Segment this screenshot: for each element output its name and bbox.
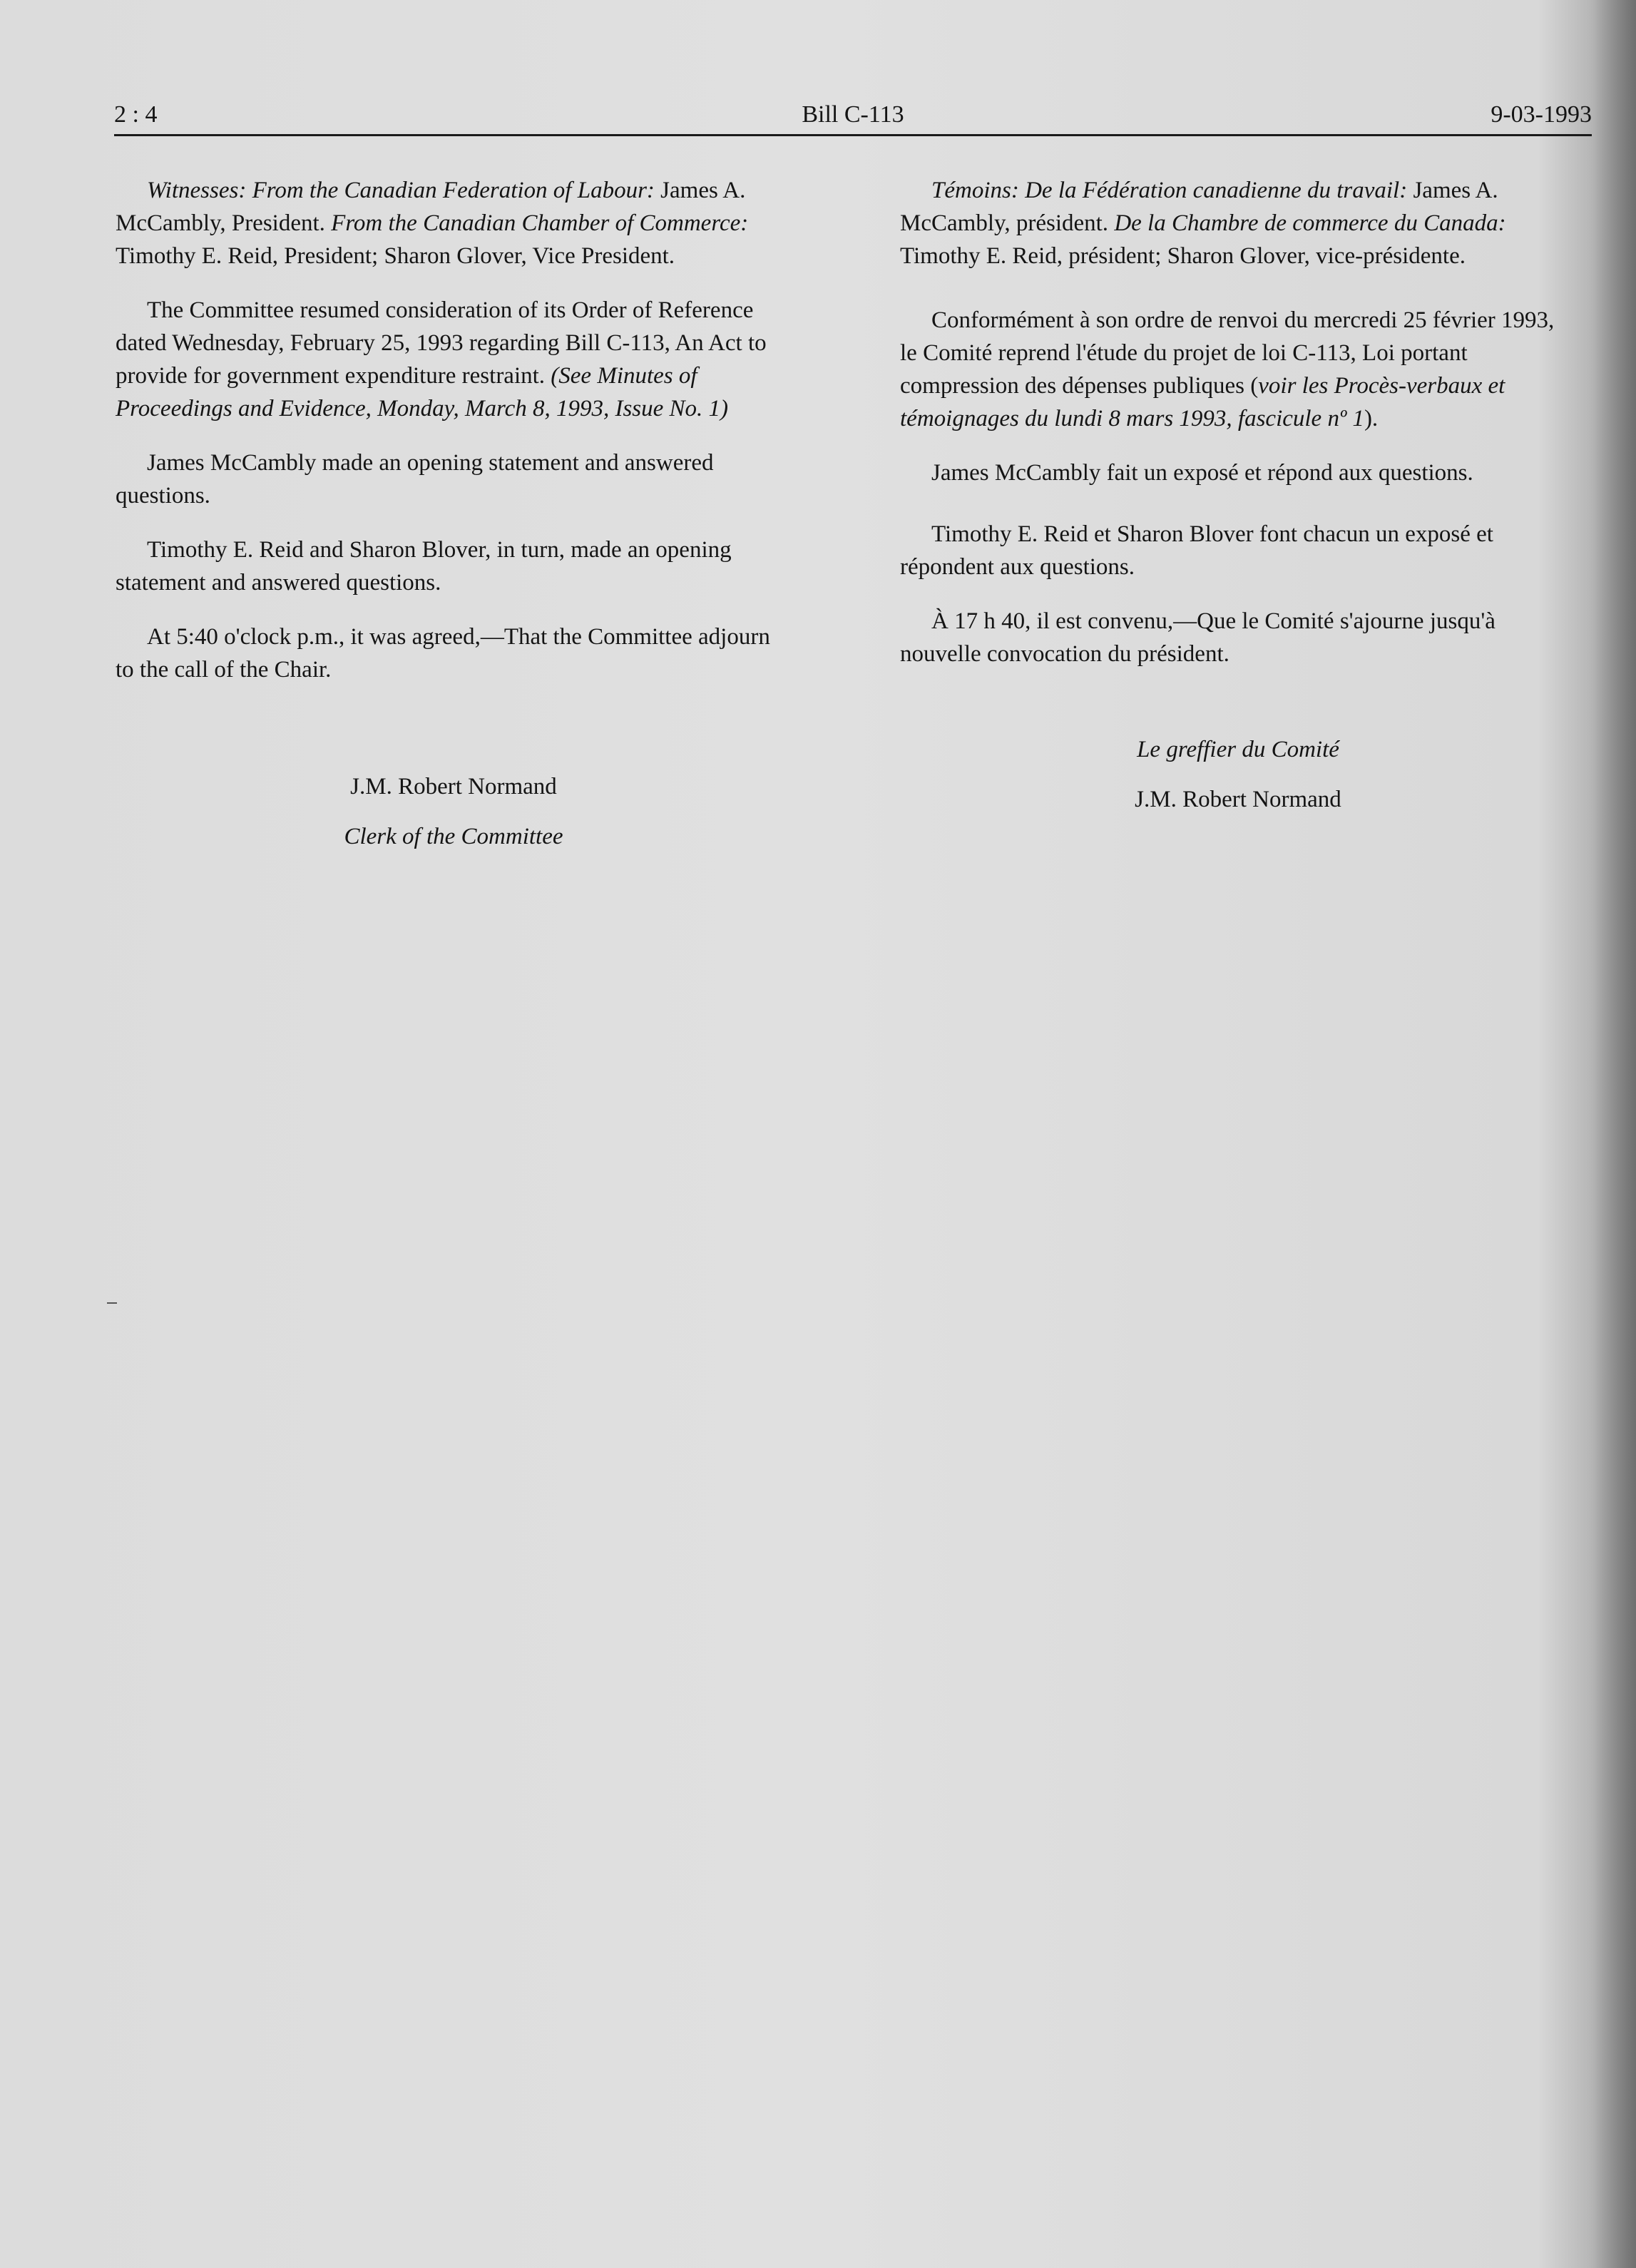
page-edge-shadow — [1593, 0, 1636, 2268]
renvoi-text: Conformément à son ordre de renvoi du mercredi 25 février 1993, le Comité reprend l'étude du projet de loi C-113, Loi portant compression des dépenses publiques ( — [900, 307, 1555, 399]
witnesses-label: Witnesses: — [147, 178, 247, 203]
clerk-title: Clerk of the Committee — [344, 824, 563, 849]
temoins-from-1: De la Fédération canadienne du travail: — [1025, 178, 1408, 203]
witnesses-from-1: From the Canadian Federation of Labour: — [252, 178, 655, 203]
bill-title: Bill C-113 — [802, 101, 904, 128]
renvoi-reference: voir les Procès-verbaux et témoignages du lundi 8 mars 1993, fascicule nº 1 — [900, 373, 1505, 431]
ajourne-paragraph: À 17 h 40, il est convenu,—Que le Comité s'ajourne jusqu'à nouvelle convocation du président. — [900, 608, 1496, 667]
resumed-paragraph — [116, 294, 792, 425]
statement-paragraph-1: James McCambly made an opening statement and answered questions. — [116, 450, 714, 509]
temoins-text-1: James A. McCambly, président. — [900, 178, 1498, 236]
page-number: 2 : 4 — [114, 101, 158, 128]
expose-paragraph-2: Timothy E. Reid et Sharon Blover font chacun un exposé et répondent aux questions. — [900, 521, 1493, 580]
greffier-title: Le greffier du Comité — [1137, 737, 1339, 762]
renvoi-paragraph — [900, 304, 1576, 435]
witnesses-text-1: James A. McCambly, President. — [116, 178, 746, 236]
clerk-name: J.M. Robert Normand — [350, 774, 557, 800]
temoins-paragraph — [900, 174, 1576, 272]
witnesses-from-2: From the Canadian Chamber of Commerce: — [331, 210, 749, 236]
temoins-label: Témoins: — [931, 178, 1019, 203]
french-column — [900, 174, 1576, 816]
temoins-from-2: De la Chambre de commerce du Canada: — [1114, 210, 1506, 236]
greffier-name: J.M. Robert Normand — [1135, 787, 1341, 812]
stray-mark — [107, 1302, 117, 1304]
witnesses-paragraph — [116, 174, 792, 272]
header-date: 9-03-1993 — [1491, 101, 1592, 128]
statement-paragraph-2: Timothy E. Reid and Sharon Blover, in turn, made an opening statement and answered questions. — [116, 537, 732, 596]
resumed-text: The Committee resumed consideration of its Order of Reference dated Wednesday, February 25, 1993 regarding Bill C-113, An Act to provide for government expenditure restraint. — [116, 297, 767, 389]
expose-paragraph-1: James McCambly fait un exposé et répond aux questions. — [931, 460, 1473, 486]
renvoi-end: ). — [1364, 406, 1379, 431]
resumed-reference: (See Minutes of Proceedings and Evidence, Monday, March 8, 1993, Issue No. 1) — [116, 363, 729, 422]
adjourn-paragraph: At 5:40 o'clock p.m., it was agreed,—That the Committee adjourn to the call of the Chair. — [116, 624, 770, 683]
english-column — [116, 174, 792, 853]
running-header — [114, 97, 1592, 136]
witnesses-text-2: Timothy E. Reid, President; Sharon Glover, Vice President. — [116, 243, 675, 269]
temoins-text-2: Timothy E. Reid, président; Sharon Glover, vice-présidente. — [900, 243, 1466, 269]
